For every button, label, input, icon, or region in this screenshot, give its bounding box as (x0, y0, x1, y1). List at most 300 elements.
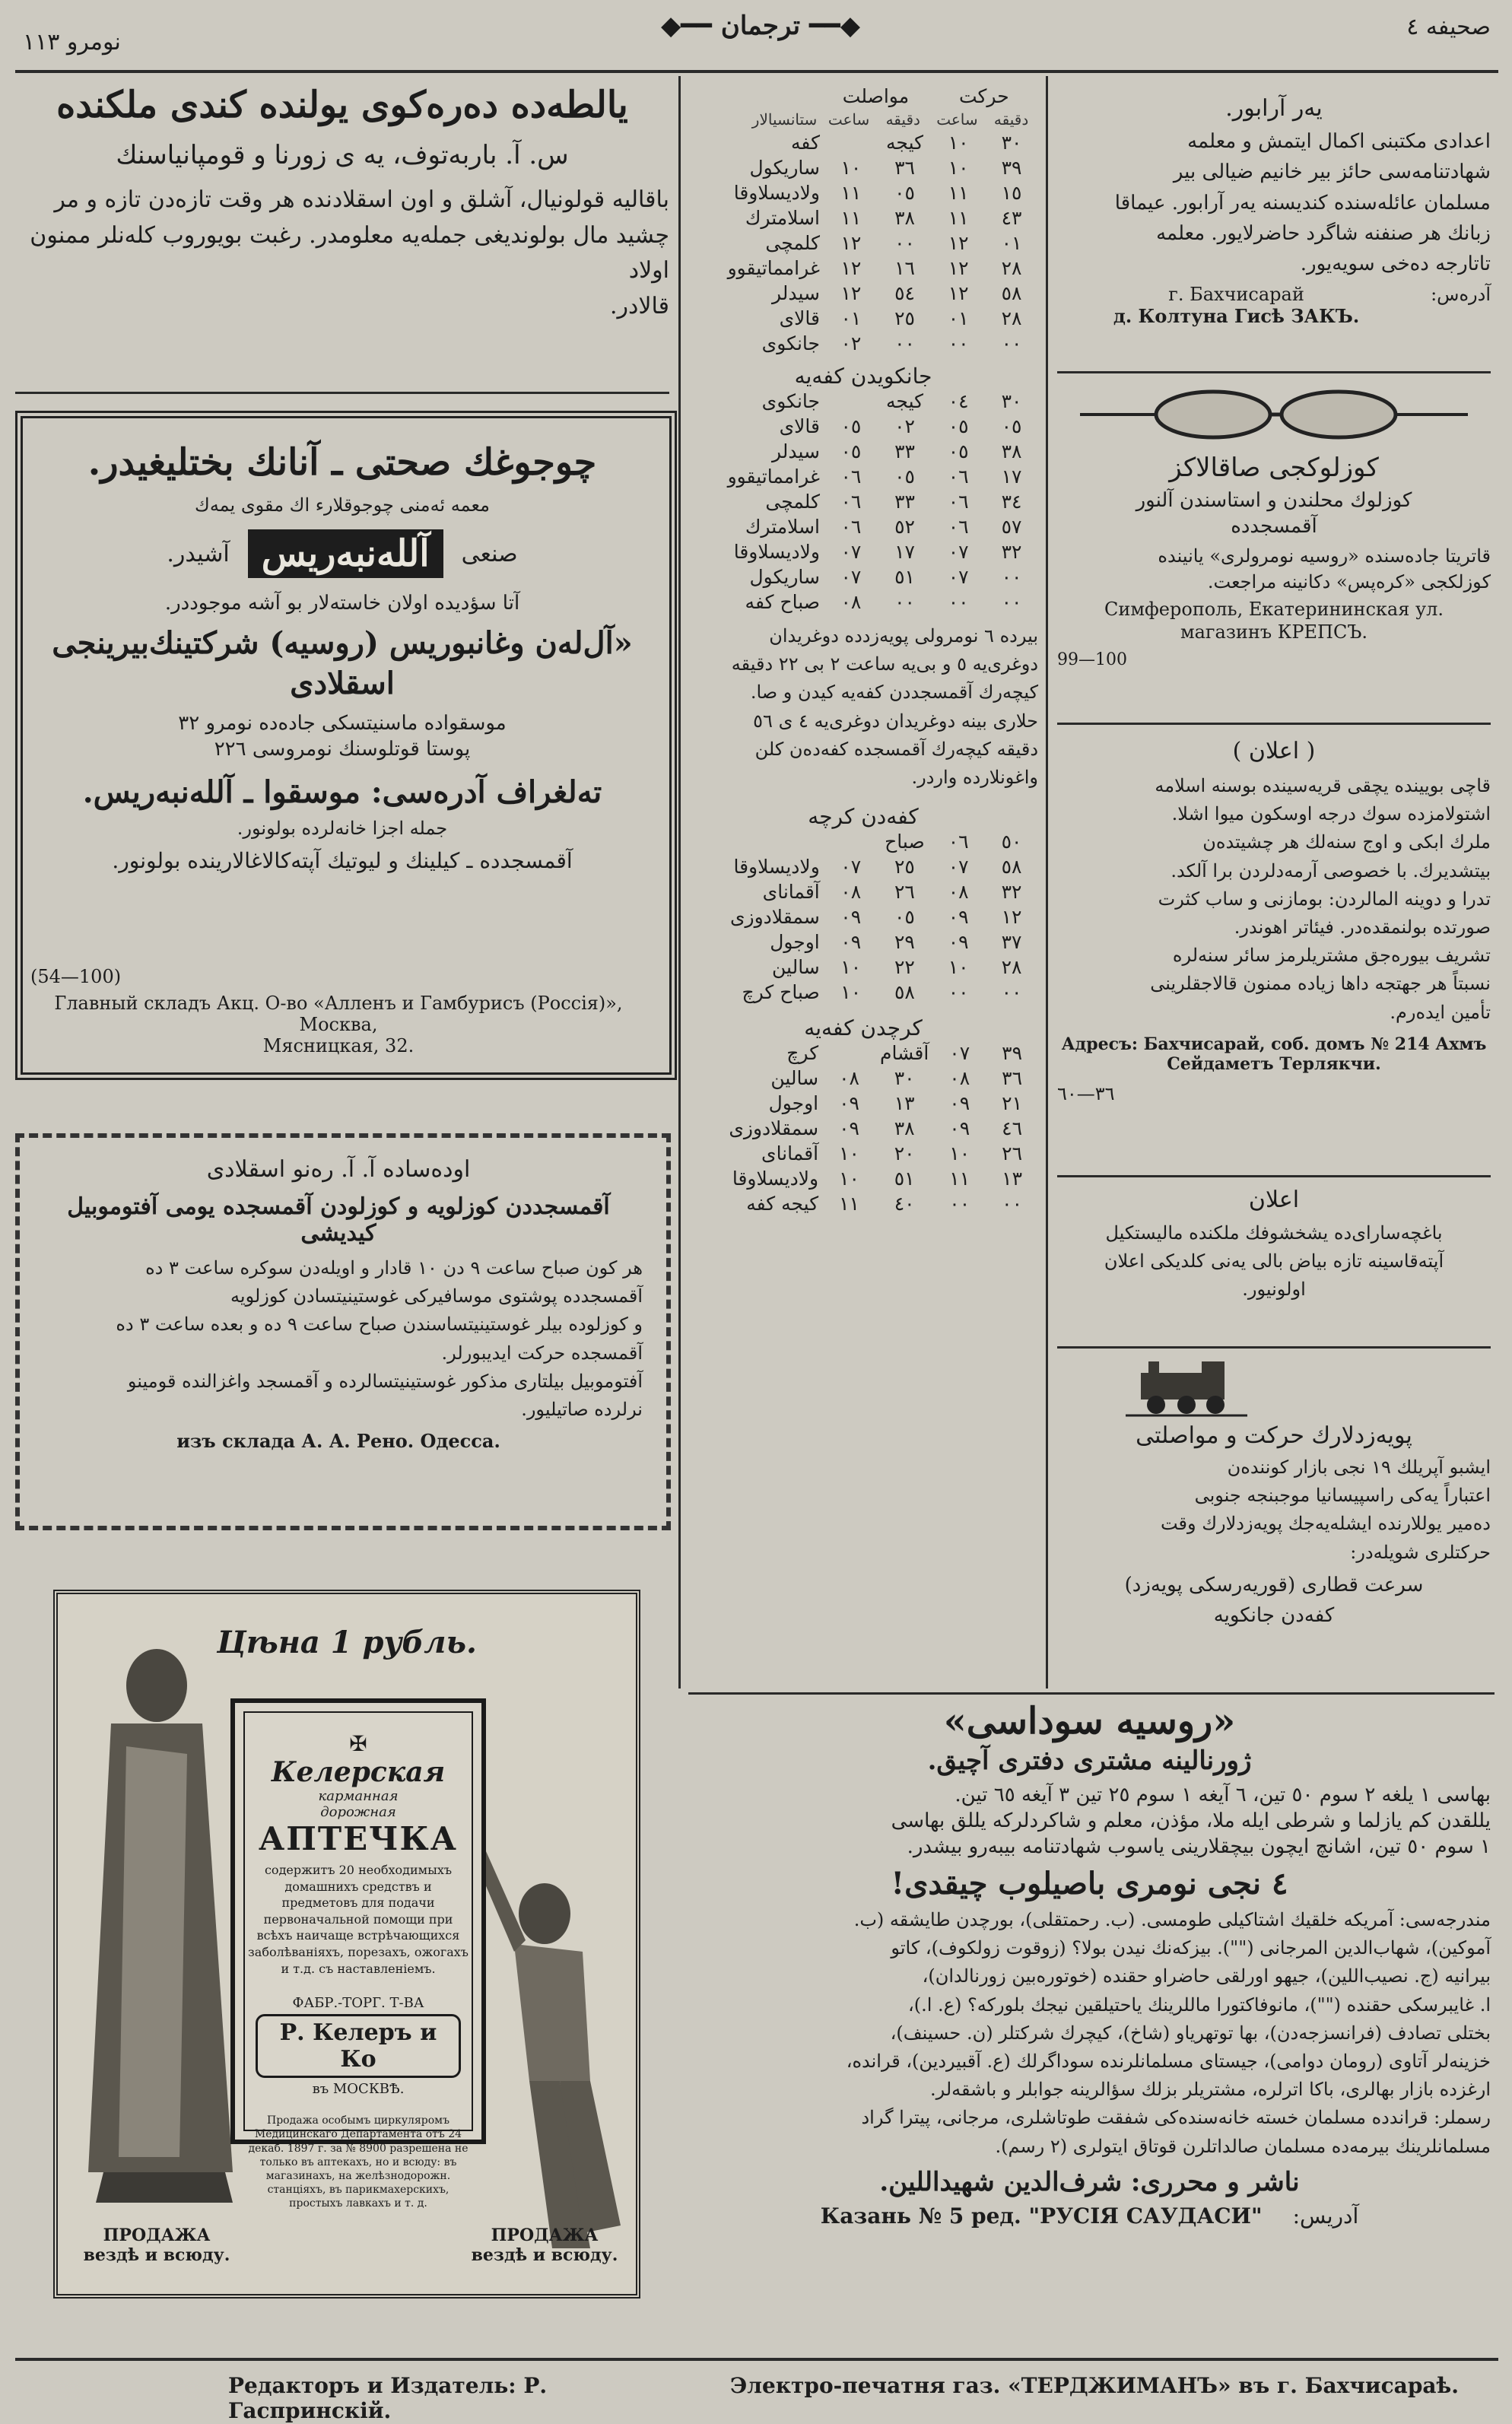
timetable-time-cell: ٢٦ (1002, 1142, 1022, 1165)
timetable-time-cell: ٠٠ (1001, 566, 1022, 588)
ad-wanted-title: یه‌ر آرابور. (1225, 95, 1323, 122)
timetable-row (688, 464, 1038, 489)
timetable-row (688, 1116, 1038, 1141)
timetable-station-cell: کلمچی (765, 232, 820, 254)
timetable-row (688, 389, 1038, 414)
subscription-contents-line: رسملر: قراندده مسلمان خسته خانه‌سنده‌کی شفقت طوتاشلری، مرجانی، پیترا گراد (861, 2107, 1491, 2129)
subscription-contents-line: ارغزده بازار بهالری، باکا اترلره، مشتریلر بزلك سؤالرینه جوابلر و باشقه‌لر. (929, 2079, 1491, 2101)
timetable-station-cell: کیجه کفه (746, 1193, 819, 1215)
timetable-time-cell: ٠٩ (949, 1092, 970, 1115)
timetable-row (688, 414, 1038, 439)
ad-separator (1057, 723, 1491, 725)
ad-automobile-line: آقمسجده حرکت ایدیبورلر. (441, 1342, 643, 1364)
timetable-col-hour: ساعت (936, 110, 978, 129)
subscription-discount: ١ سوم ٥٠ تین، اشانچ ایچون بیچقلارینی یاسوب شهادتنامه بیبه‌رو بیشدر. (907, 1835, 1491, 1858)
ad-glasses (1057, 453, 1491, 669)
timetable-row (688, 904, 1038, 929)
timetable-time-cell: ٠٨ (948, 881, 969, 904)
timetable-note-line: حلاری بینه دوغریدان دوغری‌یه ٤ ی ٥٦ (753, 710, 1038, 732)
paper-name: ترجمان (720, 11, 801, 41)
timetable-time-cell: ٠٤ (948, 390, 969, 412)
timetable-time-cell: ٣٩ (1002, 1042, 1022, 1065)
ad-separator (1057, 371, 1491, 373)
timetable-time-cell: ٠١ (840, 307, 862, 329)
timetable-time-cell: ٠٠ (948, 981, 969, 1004)
ad-automobile-line: هر کون صباح ساعت ٩ دن ١٠ قادار و اویله‌دن سوکره ساعت ٣ ده (145, 1257, 643, 1279)
timetable-station-cell: ساریکول (749, 566, 820, 588)
timetable-time-cell: ٤٦ (1002, 1117, 1022, 1140)
timetable-time-cell: ١١ (840, 207, 862, 229)
timetable-time-cell: ٢٨ (1001, 956, 1022, 979)
poster-permit: Продажа особымъ циркуляромъ Медицинскаго Департамента отъ 24 декаб. 1897 г. за № 8900 разрешена не только въ аптекахъ, но и всюду: въ магазинахъ, на желѣзнодорожн. станціяхъ, въ парикмахерскихъ, простыхъ лавкахъ и т. д. (248, 2114, 469, 2210)
timetable-time-cell: ٠٦ (948, 491, 969, 513)
timetable-station-cell: جانکوی (761, 390, 820, 412)
ad-wanted (1057, 95, 1491, 327)
subscription-top-rule (688, 1692, 1495, 1695)
timetable-station-cell: کرچ (786, 1042, 819, 1065)
ad-allenbury-company: «آل‌له‌ن وغانبوریس (روسیه) شرکتینك‌بیرینجی (52, 625, 633, 661)
ad-allenbury-code: (54—100) (30, 966, 122, 987)
timetable-station-cell: سمقلادوزی (729, 1117, 819, 1140)
timetable-time-cell: ٣٣ (894, 491, 915, 513)
ad-notice-line: اشتولامزده سوك درجه اوسکون میوا اشلا. (1171, 803, 1491, 825)
timetable-time-cell (824, 829, 878, 854)
timetable-row (688, 1040, 1038, 1066)
timetable-station-cell: آقمانای (762, 881, 820, 904)
timetable-time-cell: ٠٩ (948, 931, 969, 954)
timetable-time-cell: ٠٦ (840, 491, 862, 513)
ad-separator (15, 392, 669, 394)
ad-notice-russian: Адресъ: Бахчисарай, соб. домъ № 214 Ахмъ Сейдаметъ Терлякчи. (1061, 1034, 1487, 1074)
mercury-figure-illustration (469, 1838, 621, 2248)
timetable-station-cell: صباح کفه (745, 591, 820, 613)
subscription-discount: یللقدن کم یازلما و شرطی ایله ملا، مؤذن، معلم و شاکردلرکه یللق بهاسی (891, 1809, 1491, 1832)
timetable-time-cell: ٠٨ (840, 591, 862, 613)
poster-kind-2: дорожная (320, 1804, 396, 1820)
timetable-time-cell: ١٢ (840, 282, 862, 304)
footer-printer: Электро-печатня газ. «ТЕРДЖИМАНЪ» въ г. Бахчисараѣ. (730, 2373, 1459, 2398)
timetable-time-cell: ٠٥ (948, 440, 969, 462)
ad-glasses-line: آقمسجدده (1231, 515, 1317, 538)
timetable-station-cell: غرامماتیقوو (727, 465, 820, 488)
ad-automobile (34, 1156, 643, 1452)
timetable-row (688, 331, 1038, 356)
timetable-col-arrival: مواصلت (842, 85, 910, 107)
timetable-time-cell: ٢٥ (894, 856, 915, 878)
timetable-col-min: دقیقه (885, 110, 920, 129)
ad-notice-body (1057, 772, 1491, 1027)
ad-wanted-address-line: г. Бахчисарай (1168, 284, 1304, 306)
poster-sale-left (73, 2225, 240, 2265)
timetable-row (688, 230, 1038, 256)
subscription-notice (688, 1700, 1491, 2229)
ad-allenbury-russian-line: Главный складъ Акц. О-во «Алленъ и Гамбурисъ (Россія)», Москва, (54, 993, 623, 1035)
timetable-station-cell: غرامماتیقوو (727, 257, 820, 279)
timetable-station-cell: کلمچی (765, 491, 820, 513)
timetable-time-cell: ٠٧ (948, 856, 969, 878)
timetable-time-cell: کیجه (886, 390, 924, 412)
timetable-time-cell: ٠٥ (840, 415, 862, 437)
timetable-time-cell: ١٢ (840, 257, 862, 279)
ad-wanted-line: مسلمان عائله‌سنده کندیسنه یه‌ر آرابور. عیماقا (1114, 191, 1491, 214)
timetable (688, 84, 1038, 1216)
timetable-time-cell: ٣٧ (1001, 931, 1022, 954)
ad-separator (1057, 1175, 1491, 1177)
subscription-subtitle: ژورنالینه مشتری دفتری آچیق. (927, 1746, 1252, 1776)
timetable-time-cell: ١٢ (948, 257, 969, 279)
ad-allenbury-headline: چوجوغك صحتی ـ آنانك بختلیغیدر. (87, 441, 597, 484)
timetable-time-cell: ٢٢ (894, 956, 915, 979)
timetable-time-cell: ٥١ (894, 566, 915, 588)
timetable-row (688, 1166, 1038, 1191)
timetable-time-cell: ١٧ (1001, 465, 1022, 488)
ad-glasses-title: کوزلوکجی صاقالاکز (1169, 453, 1379, 483)
spectacles-icon (1072, 384, 1475, 445)
timetable-time-cell: ١٠ (840, 956, 862, 979)
timetable-time-cell: ١٢ (948, 282, 969, 304)
ad-notice-line: صورتده بولنمقدەدر. فیئاتر اهوندر. (1234, 916, 1491, 938)
timetable-row (688, 589, 1038, 615)
timetable-time-cell: ٠٩ (949, 1117, 970, 1140)
timetable-time-cell: ١٠ (839, 1142, 859, 1165)
timetable-station-cell: اوجول (768, 1092, 819, 1115)
timetable-time-cell: ٣٠ (1001, 132, 1022, 154)
timetable-station-cell: ساریکول (749, 157, 820, 179)
timetable-time-cell: ٠٦ (948, 831, 969, 853)
timetable-time-cell: ٠٩ (840, 906, 862, 929)
ad-notice-2-title: اعلان (1248, 1187, 1300, 1213)
issue-number-label: نومرو ١١٣ (23, 29, 121, 56)
timetable-time-cell: ٠٨ (839, 1067, 859, 1090)
timetable-row (688, 1091, 1038, 1116)
poster-maker-3: въ МОСКВѢ. (312, 2081, 405, 2098)
timetable-station-cell: سیدلر (771, 282, 820, 304)
subscription-address (688, 2203, 1491, 2229)
title-ornament-right: ━━◆ (660, 11, 721, 41)
timetable-time-cell: ٢٥ (894, 307, 915, 329)
timetable-row (688, 256, 1038, 281)
ad-train-title: پویه‌زدلارك حرکت و مواصلتی (1136, 1422, 1412, 1449)
footer-rule (15, 2358, 1498, 2361)
timetable-time-cell: ١٠ (948, 132, 969, 154)
subscription-contents-line: مندرجه‌سی: آمریکه خلقیك اشتاکیلی طومسی. (ب. رحمتقلی)، بورچدن طایشقه (ب. (853, 1909, 1491, 1930)
ad-wanted-line: اعدادی مکتبنی اکمال ایتمش و معلمه (1187, 130, 1491, 153)
timetable-station-cell: سمقلادوزی (729, 906, 820, 929)
ad-automobile-line: آقمسجدده پوشتوی موسافیرکی غوستینیتسادن کوزلویه (230, 1285, 643, 1307)
timetable-time-cell: ٠٢ (840, 332, 862, 354)
timetable-time-cell (824, 130, 878, 155)
timetable-time-cell: ١٣ (894, 1092, 915, 1115)
ad-crimea-body (15, 183, 669, 324)
ad-wanted-address-line: д. Колтуна Гисѣ ЗАКЪ. (1113, 305, 1360, 328)
timetable-station-cell: جانکوی (761, 332, 820, 354)
timetable-time-cell: ٠٢ (894, 415, 915, 437)
timetable-row (688, 539, 1038, 564)
timetable-time-cell: ٢٠ (894, 1142, 915, 1165)
ad-train (1057, 1422, 1491, 1631)
timetable-time-cell: ٠٧ (948, 541, 969, 563)
ad-allenbury-wholesale: جمله اجزا خانه‌لرده بولونور. (237, 818, 448, 839)
poster-brand: Келерская (271, 1756, 446, 1788)
timetable-time-cell (823, 1040, 875, 1066)
timetable-time-cell: ٢٨ (1001, 307, 1022, 329)
ad-glasses-russian: магазинъ КРЕПСЪ. (1180, 621, 1368, 643)
timetable-row (688, 1191, 1038, 1216)
timetable-row (688, 489, 1038, 514)
timetable-time-cell: ١٦ (894, 257, 915, 279)
timetable-time-cell: ٠٠ (948, 332, 969, 354)
subscription-contents-line: خزینه‌لر آتاوی (رومان دوامی)، جیستای مسلمانلرنده سوداگرلك (ع. آقبیردین)، قرانده، (846, 2050, 1491, 2072)
ad-glasses-code: 99—100 (1057, 650, 1127, 669)
timetable-time-cell: ٠٠ (894, 332, 915, 354)
ad-allenbury-retail: آقمسجدده ـ کیلینك و لیوتیك آپته‌کالاغالارینده بولونور. (112, 848, 573, 873)
timetable-note-line: واغونلارده واردر. (911, 766, 1038, 788)
ad-allenbury-telegraph: تەلغراف آدره‌سی: موسقوا ـ آلله‌نبه‌ریس. (82, 774, 602, 810)
timetable-row (688, 180, 1038, 205)
timetable-time-cell: ٠٠ (949, 1193, 970, 1215)
ad-crimea (15, 84, 669, 324)
timetable-station-cell: صباح کرچ (742, 981, 820, 1004)
ad-crimea-line: چشید مال بولوندیغی جمله‌یه معلومدر. رغبت بویوروب کله‌نلر ممنون اولاد (30, 221, 669, 284)
timetable-station-cell: سالین (772, 956, 820, 979)
ad-allenbury-availability: آتا سؤدیده اولان خاسته‌لار بو آشه موجوددر. (164, 592, 520, 615)
ad-notice-line: بیتشدیرك. با خصوصی آرمه‌دلردن برا آلكد. (1171, 859, 1491, 882)
timetable-time-cell: ٥١ (894, 1168, 915, 1190)
ad-allenbury-address-2: پوستا قوتلوسنك نومروسی ٢٢٦ (214, 738, 471, 761)
timetable-time-cell: ٠٠ (894, 232, 915, 254)
timetable-time-cell: ٠٨ (949, 1067, 970, 1090)
timetable-time-cell: ٠٠ (948, 591, 969, 613)
poster-product: АПТЕЧКА (259, 1820, 458, 1857)
timetable-time-cell: ٥٤ (894, 282, 915, 304)
ad-crimea-line: قالادر. (610, 292, 669, 319)
timetable-time-cell: ١٠ (839, 1168, 859, 1190)
timetable-time-cell: ٢١ (1002, 1092, 1022, 1115)
poster-label-block (240, 1731, 476, 2210)
timetable-row (688, 955, 1038, 980)
timetable-time-cell: ٤٣ (1001, 207, 1022, 229)
locomotive-icon (1126, 1358, 1247, 1419)
timetable-station-cell: قالای (779, 415, 820, 437)
poster-eagle-icon: ✠ (349, 1731, 367, 1756)
timetable-time-cell: ١١ (839, 1193, 859, 1215)
subscription-contents-line: بختلی تصادف (فرانسزجه‌دن)، بها توتهریاو (شاخ)، کیچرك شرکتلر (ن. حسینف)، (890, 2022, 1491, 2044)
timetable-time-cell: ١١ (948, 182, 969, 204)
timetable-time-cell: ٠٥ (1001, 415, 1022, 437)
timetable-note-line: دقیقه کیچه‌رك آقمسجده کفه‌ده‌ن کلن (754, 738, 1038, 760)
timetable-time-cell: ٠١ (948, 307, 969, 329)
timetable-time-cell: ١٢ (840, 232, 862, 254)
timetable-time-cell: ٠١ (1001, 232, 1022, 254)
timetable-station-cell: اسلامترك (745, 207, 820, 229)
ad-notice-line: تشریف بیورەجق مشتریلرمز سائر سنه‌لره (1172, 945, 1491, 967)
subscription-address-value: Казань № 5 ред. "РУСІЯ САУДАСИ" (820, 2203, 1263, 2229)
ad-crimea-line: باقالیه قولونیال، آشلق و اون اسقلادنده هر وقت تازه‌دن تازه و مر (54, 186, 669, 213)
ad-allenbury-intro: معمه ئه‌منی چوجوقلارء اك مقوی یمه‌ك (195, 494, 490, 516)
timetable-row (688, 155, 1038, 180)
subscription-contents-line: مسلمانلرینك بیرمەده مسلمان صالداتلرن قوتاق ایتولری (٢ رسم). (995, 2135, 1491, 2157)
ad-glasses-line: کوزلوك محلندن و استاسندن آلنور (1136, 489, 1412, 512)
timetable-note-line: کیچه‌رك آقمسجددن کفه‌یه کیدن و صا. (750, 681, 1038, 704)
timetable-station-cell (688, 829, 824, 854)
timetable-time-cell: ١٢ (948, 232, 969, 254)
subscription-address-label: آدریس: (1292, 2203, 1359, 2229)
poster-price: Цѣна 1 рубль. (217, 1625, 477, 1660)
timetable-time-cell: ٥٢ (894, 516, 915, 538)
timetable-time-cell: ١٠ (840, 981, 862, 1004)
ad-wanted-body (1057, 126, 1491, 279)
robed-figure-illustration (88, 1649, 233, 2203)
ad-notice (1057, 738, 1491, 1104)
timetable-time-cell: ١٥ (1001, 182, 1022, 204)
ad-notice-2-line: باغچه‌سارای‌ده یشخشوفك ملکنده مالیستکیل (1105, 1222, 1443, 1244)
ad-notice-2-line: اولونیور. (1242, 1279, 1306, 1301)
timetable-row (688, 1141, 1038, 1166)
timetable-row (688, 1066, 1038, 1091)
ad-wanted-address-label: آدره‌س: (1431, 284, 1491, 306)
timetable-time-cell: ٠٨ (840, 881, 862, 904)
timetable-time-cell: ٠٧ (840, 566, 862, 588)
timetable-time-cell: ١٣ (1002, 1168, 1022, 1190)
timetable-row (688, 130, 1038, 155)
timetable-time-cell: کیجه (886, 132, 924, 154)
subscription-contents-line: بیرانیه (ج. نصیب‌اللین)، جیهو اورلقی حاضراو حقنده (خوتوره‌بین زورنالدان)، (922, 1965, 1491, 1987)
timetable-time-cell: ٠٠ (1001, 981, 1022, 1004)
timetable-time-cell: ٣٠ (894, 1067, 915, 1090)
ad-allenbury-warehouse: اسقلادی (290, 666, 395, 701)
timetable-time-cell: ٣٢ (1001, 881, 1022, 904)
timetable-section-2-title: جانکویدن کفه‌یه (794, 364, 932, 389)
ad-crimea-subtitle: س. آ. باربه‌توف، یه ی زورنا و قومپانیاسنك (116, 140, 569, 170)
timetable-note (688, 622, 1038, 792)
timetable-time-cell: ٠٦ (840, 465, 862, 488)
timetable-time-cell: ٠٧ (948, 566, 969, 588)
timetable-time-cell: ١٢ (1001, 906, 1022, 929)
timetable-time-cell: ٠٠ (1001, 332, 1022, 354)
timetable-time-cell (824, 389, 878, 414)
ad-train-line: کفه‌دن جانکویه (1213, 1604, 1335, 1628)
timetable-section-4 (688, 1040, 1038, 1216)
brand-pre-label: صنعی (461, 540, 518, 567)
timetable-time-cell: ١١ (948, 207, 969, 229)
timetable-section-3 (688, 829, 1038, 1005)
timetable-row (688, 439, 1038, 464)
timetable-row (688, 854, 1038, 879)
ad-wanted-line: زبانك هر صنفنه شاگرد حاضرلایور. معلمه (1156, 221, 1491, 245)
brand-post-label: آشیدر. (167, 540, 230, 567)
ad-train-line: اعتباراً یه‌کی راسپیسانیا موجبنجه جنوبی (1194, 1485, 1491, 1507)
poster-maker-2: Р. Келеръ и Ко (256, 2014, 461, 2078)
poster-sale-right (469, 2225, 621, 2265)
timetable-row (688, 879, 1038, 904)
ad-notice-2 (1057, 1187, 1491, 1304)
ad-glasses-line: کوزلکجی «کره‌پس» دکانینه مراجعت. (1207, 571, 1491, 592)
ad-train-line: حرکتلری شویله‌در: (1350, 1541, 1491, 1563)
timetable-time-cell: ٣٤ (1001, 491, 1022, 513)
ad-automobile-headline: آقمسجددن کوزلویه و کوزلودن آقمسجده یومی آفتوموبیل کیدیشی (67, 1193, 610, 1247)
ad-glasses-line: قاتریتا جاده‌سنده «روسیه نومرولری» یانینده (1158, 545, 1491, 567)
timetable-time-cell: ٥٠ (1001, 831, 1022, 853)
timetable-time-cell: ٥٨ (894, 981, 915, 1004)
ad-automobile-title: اوده‌ساده آ. آ. ره‌نو اسقلادی (206, 1156, 471, 1183)
timetable-col-station: ستانسیالار (751, 110, 818, 129)
timetable-section-4-title: کرچدن کفه‌یه (804, 1015, 923, 1041)
ad-allenbury-russian (30, 993, 646, 1056)
timetable-time-cell: ٣٢ (1001, 541, 1022, 563)
subscription-title: «روسیه سوداسی» (943, 1700, 1236, 1743)
timetable-time-cell: ١١ (840, 182, 862, 204)
ad-automobile-line: نرلرده صاتیلیور. (521, 1398, 643, 1420)
timetable-time-cell: ٣٨ (1001, 440, 1022, 462)
timetable-time-cell: ٠٩ (840, 931, 862, 954)
ad-crimea-title: یالطه‌ده ده‌ره‌کوی یولنده کندی ملکنده (56, 84, 628, 126)
column-divider-right (1046, 76, 1048, 1689)
ad-allenbury-address-1: موسقواده ماسنیتسکی جاده‌ده نومرو ٣٢ (178, 712, 507, 735)
timetable-row (688, 829, 1038, 854)
timetable-time-cell: ٠٦ (948, 516, 969, 538)
poster-sale-right-title: ПРОДАЖА (491, 2225, 599, 2245)
timetable-time-cell: ٢٩ (894, 931, 915, 954)
timetable-station-cell: قالای (779, 307, 820, 329)
masthead-rule (15, 70, 1498, 73)
subscription-contents-line: آموکین)، شهاب‌الدین المرجانی (""). بیزکه‌نك نیدن بولا؟ (زوقوت زولکوف)، کاتو (891, 1937, 1491, 1959)
timetable-time-cell: ٢٨ (1001, 257, 1022, 279)
timetable-row (688, 281, 1038, 306)
timetable-time-cell: ٠٦ (840, 516, 862, 538)
timetable-time-cell: ٣٦ (894, 157, 915, 179)
ad-notice-code: ٣٦—٦٠ (1057, 1082, 1115, 1104)
timetable-time-cell: ١٧ (894, 541, 915, 563)
timetable-time-cell: ٠٦ (948, 465, 969, 488)
ad-notice-line: تأمین ایده‌رم. (1390, 1001, 1491, 1023)
subscription-contents-line: ا. غایبرسکی حقنده ("")، مانوفاکتورا ماللرینك یاحتیلقین نیجك بلورکه؟ (ع. ا.)، (907, 1994, 1491, 2016)
timetable-time-cell: ٣٦ (1002, 1067, 1022, 1090)
timetable-row (688, 205, 1038, 230)
ad-automobile-line: آفتوموبیل بیلتاری مذکور غوستینیتسالرده و آقمسجد واغزالنده قومینو (127, 1370, 643, 1392)
timetable-time-cell: ١١ (949, 1168, 970, 1190)
timetable-section-2 (688, 389, 1038, 615)
ad-automobile-russian: изъ склада А. А. Рено. Одесса. (176, 1430, 500, 1453)
timetable-time-cell: ٠٥ (894, 906, 915, 929)
poster-sale-left-sub: вездѣ и всюду. (83, 2245, 230, 2265)
poster-sale-left-title: ПРОДАЖА (103, 2225, 211, 2245)
timetable-time-cell: ٣٣ (894, 440, 915, 462)
timetable-time-cell: صباح (885, 831, 925, 853)
timetable-time-cell: ٠٥ (894, 182, 915, 204)
ad-glasses-russian: Симферополь, Екатерининская ул. (1104, 599, 1444, 620)
timetable-row (688, 980, 1038, 1005)
poster-kind-1: карманная (318, 1788, 399, 1804)
timetable-station-cell: اوجول (770, 931, 820, 954)
timetable-time-cell: آقشام (879, 1042, 929, 1065)
ad-automobile-line: و کوزلوده بیلر غوستینیتساسندن صباح ساعت ٩ ده و بعده ساعت ٣ ده (116, 1314, 643, 1336)
poster-maker-1: ФАБР.-ТОРГ. Т-ВА (292, 1995, 424, 2012)
timetable-time-cell: ٠٧ (949, 1042, 970, 1065)
timetable-time-cell: ٥٨ (1001, 856, 1022, 878)
poster-description: содержитъ 20 необходимыхъ домашнихъ средствъ и предметовъ для подачи первоначальной помощи при всѣхъ наичаще встрѣчающихся заболѣваніяхъ, порезахъ, ожогахъ и т.д. съ наставленіемъ. (248, 1863, 469, 1976)
subscription-publisher: ناشر و محرری: شرف‌الدین شهیداللین. (879, 2166, 1300, 2197)
ad-notice-title: ( اعلان ) (1232, 738, 1316, 764)
brand-name-plate: آلله‌نبه‌ریس (248, 529, 443, 578)
ad-automobile-body (34, 1254, 643, 1424)
timetable-time-cell: ٠٧ (840, 541, 862, 563)
ad-allenbury-russian-line: Мясницкая, 32. (262, 1035, 415, 1056)
ad-notice-2-line: آپته‌قاسینه تازه بیاض بالی یه‌نی کلدیکی اعلان (1104, 1250, 1444, 1272)
timetable-time-cell: ٠٠ (1001, 591, 1022, 613)
timetable-time-cell: ٣٠ (1001, 390, 1022, 412)
timetable-row (688, 564, 1038, 589)
ad-notice-line: ملرك ابکی و اوج سنه‌لك هر چشیتده‌ن (1202, 831, 1491, 853)
